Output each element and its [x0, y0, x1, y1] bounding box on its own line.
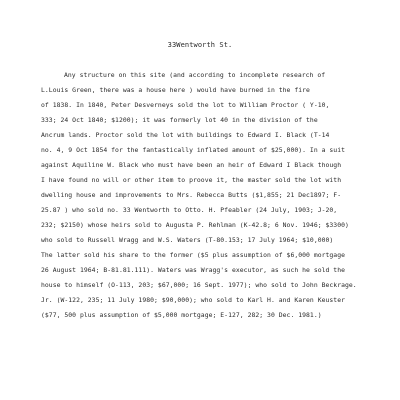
- body-line: 232; $2150) whose heirs sold to Augusta P. Rehlman (K-42.8; 6 Nov. 1946; $3300): [41, 221, 349, 229]
- body-line: Jr. (W-122, 235; 11 July 1980; $90,000); who sold to Karl H. and Karen Keuster: [41, 296, 346, 304]
- body-line: Any structure on this site (and according to incomplete research of: [64, 71, 326, 79]
- body-line: ($77, 500 plus assumption of $5,000 mortgage; E-127, 282; 30 Dec. 1981.): [41, 311, 322, 319]
- body-line: of 1838. In 1840, Peter Desverneys sold the lot to William Proctor ( Y-10,: [41, 101, 330, 109]
- body-line: dwelling house and improvements to Mrs. Rebecca Butts ($1,855; 21 Dec1897; F-: [41, 191, 342, 199]
- body-line: Ancrum lands. Proctor sold the lot with buildings to Edward I. Black (T-14: [41, 131, 330, 139]
- body-line: I have found no will or other item to proove it, the master sold the lot with: [41, 176, 342, 184]
- body-line: L.Louis Green, there was a house here ) would have burned in the fire: [41, 86, 310, 94]
- body-line: 25.87 ) who sold no. 33 Wentworth to Otto. H. Pfeabler (24 July, 1903; J-20,: [41, 206, 338, 214]
- body-line: 26 August 1964; B-81.81.111). Waters was Wragg's executor, as such he sold the: [41, 266, 346, 274]
- body-line: house to himself (O-113, 203; $67,000; 16 Sept. 1977); who sold to John Beckrage.: [41, 281, 357, 289]
- body-line: 333; 24 Oct 1840; $1200); it was formerly lot 40 in the division of the: [41, 116, 318, 124]
- document-heading: 33Wentworth St.: [167, 41, 233, 49]
- body-line: no. 4, 9 Oct 1854 for the fantastically inflated amount of $25,000). In a suit: [41, 146, 346, 154]
- body-line: against Aquiline W. Black who must have been an heir of Edward I Black though: [41, 161, 342, 169]
- body-line: The latter sold his share to the former ($5 plus assumption of $6,000 mortgage: [41, 251, 346, 259]
- body-line: who sold to Russell Wragg and W.S. Waters (T-80.153; 17 July 1964; $10,000): [41, 236, 334, 244]
